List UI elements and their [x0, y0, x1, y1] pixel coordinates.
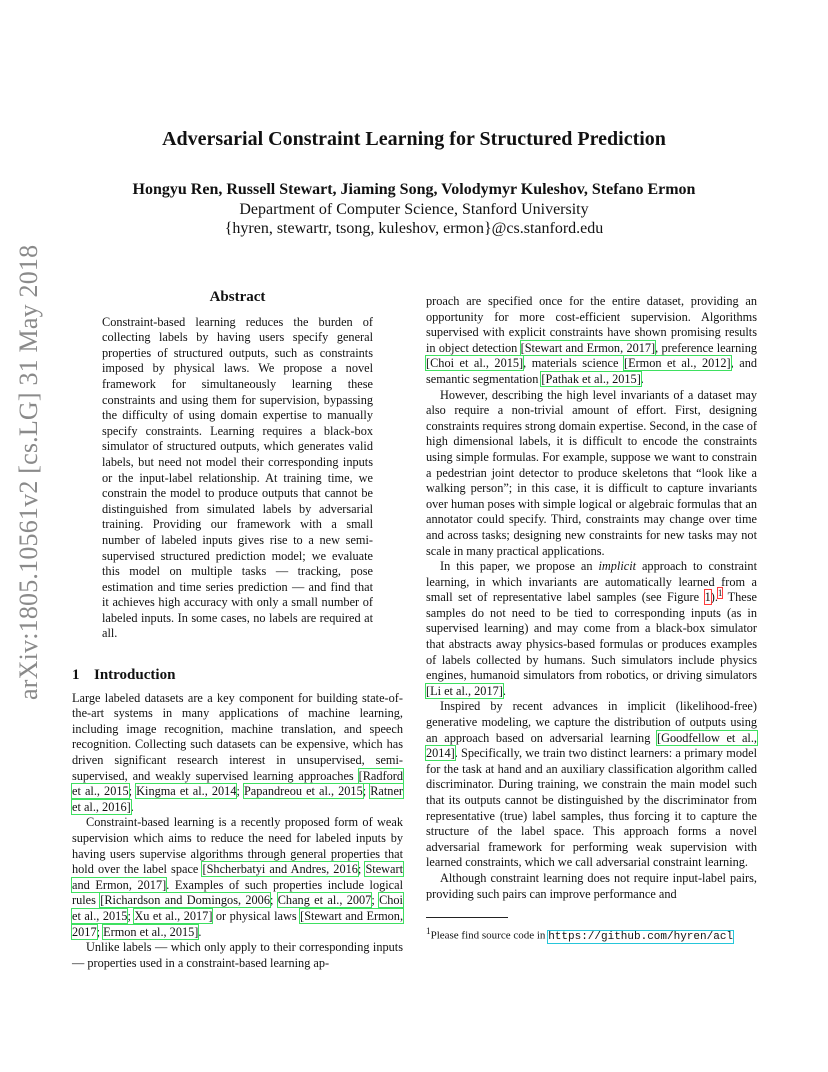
text-run: ; [357, 862, 366, 877]
author-emails: {hyren, stewartr, tsong, kuleshov, ermon}@cs.stanford.edu [224, 220, 604, 237]
footnote-text: Please find source code in [430, 929, 549, 942]
citation-link[interactable]: Chang et al., 2007 [277, 893, 372, 908]
text-run: Large labeled datasets are a key component for building state-of-the-art systems in many applications of machine learning, including image recognition, machine translation, and speech recognition. Collecting such datasets can be expensive, which has driven significant research interest in unsupervised, semi-supervised, and weakly supervised learning approaches [72, 690, 403, 783]
citation-link[interactable]: [Stewart and Ermon, 2017 [72, 908, 404, 939]
text-run: Inspired by recent advances in implicit (likelihood-free) generative modeling, we capture the distribution of outputs using an approach based on adversarial learning [426, 699, 757, 745]
citation-link[interactable]: Ermon et al., 2015] [103, 924, 199, 939]
text-run: ). [710, 590, 718, 605]
citation-link[interactable]: [Radford et al., 2015 [72, 768, 403, 799]
citation-link[interactable]: [Richardson and Domingos, 2006 [100, 893, 270, 908]
text-run: . Examples of such properties include logical rules [72, 877, 403, 908]
text-run: Constraint-based learning is a recently proposed form of weak supervision which aims to reduce the need for labeled inputs by having users supervise algorithms through general properties that hold over the label space [72, 815, 403, 877]
text-run: or physical laws [212, 908, 301, 923]
right-paragraph-3 [426, 559, 757, 699]
right-paragraph-2: However, describing the high level invariants of a dataset may also require a non-trivial amount of effort. First, designing constraints requires strong domain expertise. Second, in the case of high dimensional labels, it is difficult to encode the constraints using simple formulas. For example, suppose we want to constrain a pedestrian joint detector to produce skeletons that “look like a walking person”; in this case, it is difficult to capture invariants over human poses with simple logical or algebraic formulas that an annotator could specify. Third, constraints may change over time and across tasks; designing new constraints for new tasks may not scale in many practical applications. [426, 387, 757, 558]
author-list: Hongyu Ren, Russell Stewart, Jiaming Song, Volodymyr Kuleshov, Stefano Ermon [132, 181, 696, 198]
abstract-text: Constraint-based learning reduces the burden of collecting labels by having users specify general properties of structured outputs, such as constraints imposed by physical laws. We propose a novel framework for simultaneously learning these constraints and using them for supervision, bypassing the difficulty of using domain expertise to manually specify constraints. Learning requires a black-box simulator of structured outputs, which generates valid labels, but need not model their corresponding inputs or the input-label relationship. At training time, we constrain the model to produce outputs that cannot be distinguished from simulated labels by adversarial training. Providing our framework with a small number of labeled inputs gives rise to a new semi-supervised structured prediction model; we evaluate this model on multiple tasks — tracking, pose estimation and time series prediction — and find that it achieves high accuracy with only a small number of labeled inputs. In some cases, no labels are required at all. [102, 314, 373, 641]
text-run: . Specifically, we train two distinct learners: a primary model for the task at hand and an auxiliary classification algorithm called discriminator. During training, we constrain the main model such that its outputs cannot be distinguished by the discriminator from representative (true) label samples, thus forcing it to capture the structure of the label space. This approach forms a novel adversarial framework for performing weak supervision with learned constraints, which we call adversarial constraint learning. [426, 746, 757, 870]
footnote-reference-link[interactable]: 1 [717, 588, 723, 599]
text-run: These samples do not need to be tied to corresponding inputs (as in supervised learning) and may come from a black-box simulator that abstracts away physics-based formulas or produces examples of labels collected by humans. Such simulators include physics engines, humanoid simulators from robotics, or driving simulators [426, 590, 758, 683]
citation-link[interactable]: Xu et al., 2017] [134, 908, 213, 923]
citation-link[interactable]: Kingma et al., 2014 [136, 784, 237, 799]
arxiv-stamp[interactable]: arXiv:1805.10561v2 [cs.LG] 31 May 2018 [14, 244, 43, 700]
right-column [426, 294, 757, 944]
citation-link[interactable]: [Choi et al., 2015] [426, 356, 524, 371]
figure-reference-link[interactable]: 1 [704, 590, 711, 605]
citation-link[interactable]: [Li et al., 2017] [426, 683, 503, 698]
text-run: ; [236, 784, 244, 799]
text-run: . [640, 371, 644, 386]
section-heading-introduction [72, 668, 403, 684]
affiliation: Department of Computer Science, Stanford University [239, 201, 589, 218]
citation-link[interactable]: Choi et al., 2015 [72, 893, 403, 923]
abstract-heading: Abstract [209, 289, 266, 305]
text-run: . [502, 683, 506, 698]
left-column [72, 290, 403, 971]
right-paragraph-5: Although constraint learning does not require input-label pairs, providing such pairs can improve performance and [426, 870, 757, 901]
section-title: Introduction [94, 667, 176, 684]
text-run: ; [269, 893, 278, 908]
paper-title: Adversarial Constraint Learning for Structured Prediction [162, 128, 666, 150]
footnote [426, 924, 757, 944]
text-run: ; [127, 908, 135, 923]
citation-link[interactable]: [Goodfellow et al., 2014] [426, 730, 757, 761]
text-run: In this paper, we propose an [440, 559, 599, 574]
citation-link[interactable]: [Shcherbatyi and Andres, 2016 [202, 862, 358, 877]
text-run: . [130, 799, 134, 814]
emphasis-text: implicit [598, 559, 637, 574]
text-run: ; [128, 784, 137, 799]
text-run: ; [96, 924, 104, 939]
footnote-divider [426, 917, 508, 918]
text-run: , materials science [523, 356, 624, 371]
text-run: , preference learning [655, 340, 757, 355]
intro-paragraph-2 [72, 815, 403, 940]
text-run: , and semantic segmentation [426, 356, 757, 386]
footnote-mark: 1 [426, 926, 431, 937]
right-paragraph-1 [426, 294, 757, 388]
citation-link[interactable]: Stewart and Ermon, 2017] [72, 862, 404, 892]
section-number: 1 [72, 667, 80, 684]
source-code-link[interactable]: https://github.com/hyren/acl [548, 930, 734, 943]
text-run: approach to constraint learning, in which invariants are automatically learned from a small set of representative label samples (see Figure [426, 559, 757, 605]
text-run: . [198, 924, 202, 939]
citation-link[interactable]: [Stewart and Ermon, 2017] [520, 340, 656, 355]
citation-link[interactable]: Ratner et al., 2016] [72, 784, 404, 814]
text-run: ; [362, 784, 371, 799]
citation-link[interactable]: [Ermon et al., 2012] [623, 356, 731, 371]
text-run: ; [371, 893, 380, 908]
right-paragraph-4 [426, 699, 757, 871]
text-run: proach are specified once for the entire dataset, providing an opportunity for more cost-efficient supervision. Algorithms supervised with explicit constraints have shown promising results in object detection [426, 294, 757, 355]
intro-paragraph-1 [72, 691, 403, 816]
intro-paragraph-3: Unlike labels — which only apply to their corresponding inputs — properties used in a constraint-based learning ap- [72, 940, 403, 970]
citation-link[interactable]: Papandreou et al., 2015 [243, 784, 363, 799]
citation-link[interactable]: [Pathak et al., 2015] [541, 371, 641, 386]
